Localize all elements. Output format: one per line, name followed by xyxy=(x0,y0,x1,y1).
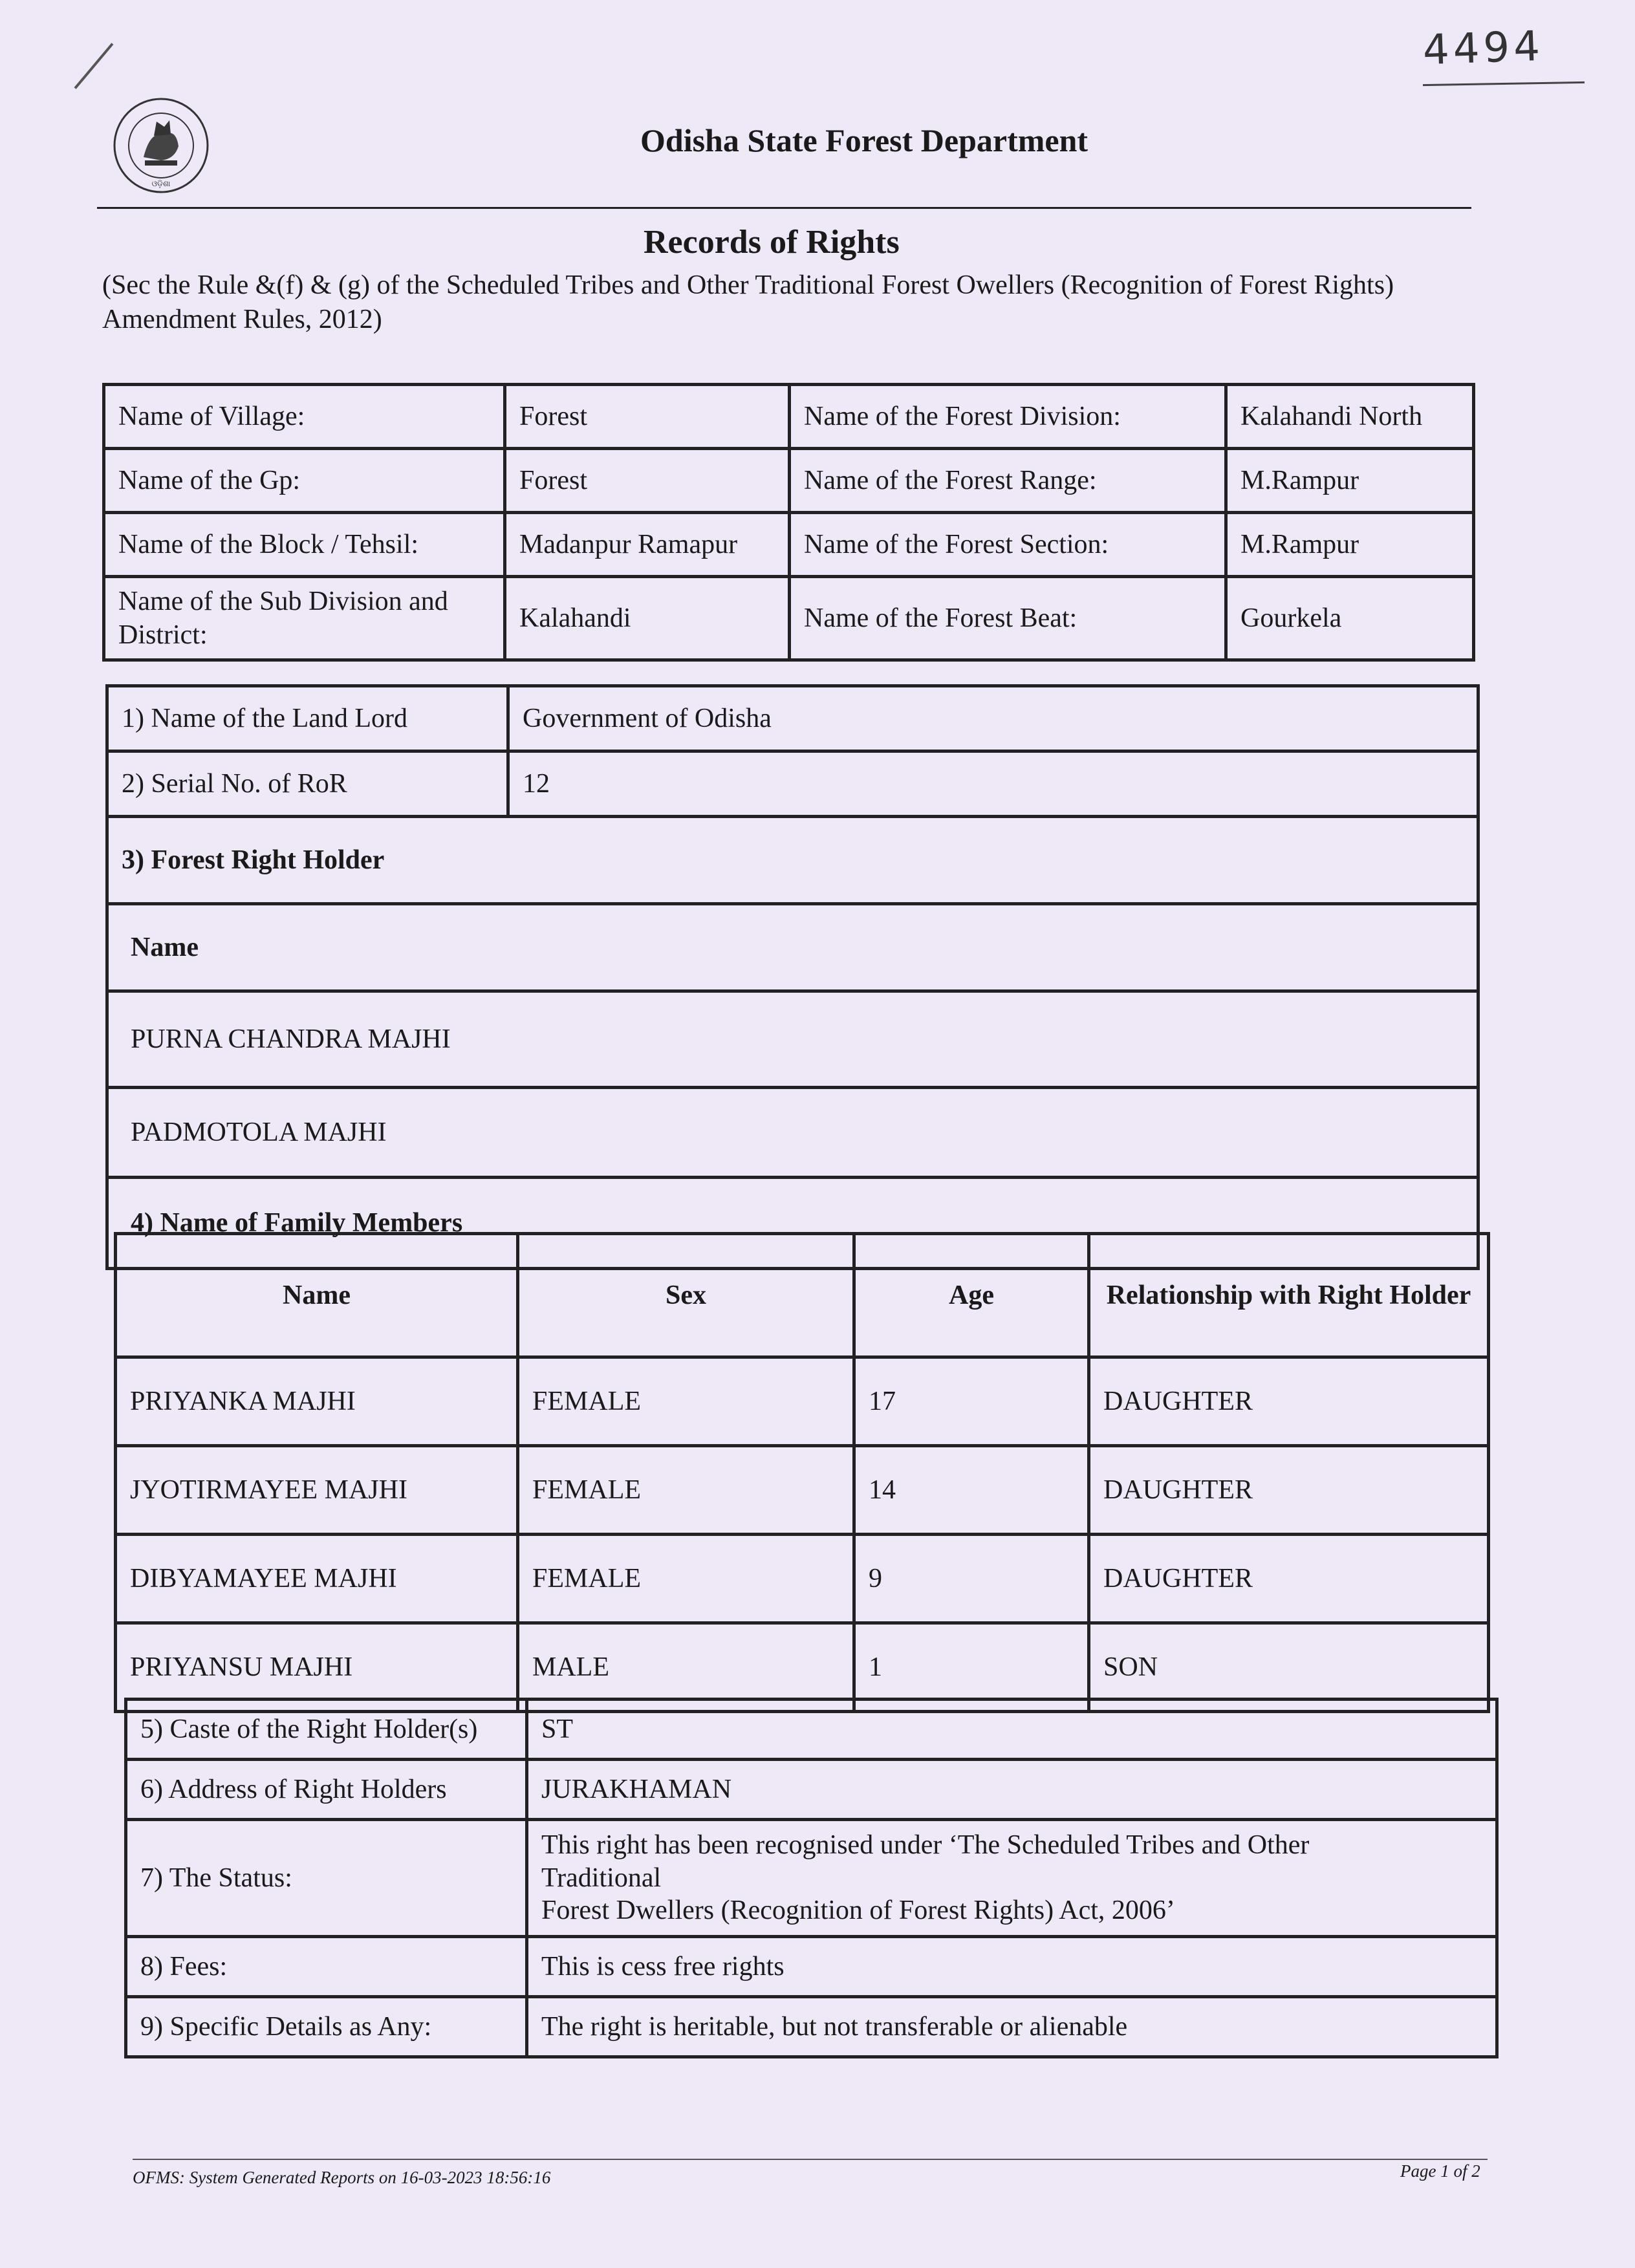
table-row xyxy=(104,513,1474,577)
details-table xyxy=(124,1698,1499,2058)
status-line: Forest Dwellers (Recognition of Forest Rights) Act, 2006’ xyxy=(541,1895,1175,1926)
member-name: DIBYAMAYEE MAJHI xyxy=(116,1535,518,1623)
member-sex: FEMALE xyxy=(518,1446,854,1535)
subdiv-value: Kalahandi xyxy=(505,577,790,660)
serial-value: 12 xyxy=(508,751,1478,817)
status-line: This right has been recognised under ‘The Scheduled Tribes and Other xyxy=(541,1830,1310,1861)
division-value: Kalahandi North xyxy=(1226,385,1474,449)
col-relation: Relationship with Right Holder xyxy=(1089,1234,1489,1357)
table-row xyxy=(104,577,1474,660)
section-label: Name of the Forest Section: xyxy=(790,513,1226,577)
status-line: Traditional xyxy=(541,1863,662,1893)
table-row xyxy=(107,1088,1478,1178)
beat-value: Gourkela xyxy=(1226,577,1474,660)
member-relation: DAUGHTER xyxy=(1089,1535,1489,1623)
fees-value: This is cess free rights xyxy=(527,1937,1497,1997)
holder-table xyxy=(105,684,1480,1270)
generated-timestamp: OFMS: System Generated Reports on 16-03-2023 18:56:16 xyxy=(133,2168,551,2187)
table-row xyxy=(107,991,1478,1088)
subdiv-label: Name of the Sub Division and District: xyxy=(104,577,505,660)
table-row xyxy=(107,686,1478,751)
table-row xyxy=(126,1700,1497,1760)
landlord-value: Government of Odisha xyxy=(508,686,1478,751)
caste-value: ST xyxy=(527,1700,1497,1760)
table-row xyxy=(107,904,1478,991)
block-value: Madanpur Ramapur xyxy=(505,513,790,577)
fees-label: 8) Fees: xyxy=(126,1937,527,1997)
holder-name: PURNA CHANDRA MAJHI xyxy=(107,991,1478,1088)
member-name: PRIYANSU MAJHI xyxy=(116,1623,518,1712)
section-value: M.Rampur xyxy=(1226,513,1474,577)
member-name: PRIYANKA MAJHI xyxy=(116,1357,518,1446)
village-label: Name of Village: xyxy=(104,385,505,449)
footer-divider xyxy=(133,2159,1488,2160)
table-row xyxy=(116,1446,1489,1535)
address-value: JURAKHAMAN xyxy=(527,1760,1497,1820)
member-sex: FEMALE xyxy=(518,1535,854,1623)
odisha-emblem-seal xyxy=(111,96,211,195)
member-sex: MALE xyxy=(518,1623,854,1712)
member-sex: FEMALE xyxy=(518,1357,854,1446)
table-row xyxy=(126,1760,1497,1820)
table-row xyxy=(104,449,1474,513)
holder-name: PADMOTOLA MAJHI xyxy=(107,1088,1478,1178)
specific-value: The right is heritable, but not transferable or alienable xyxy=(527,1997,1497,2057)
records-title: Records of Rights xyxy=(644,224,900,261)
status-label: 7) The Status: xyxy=(126,1820,527,1937)
table-row xyxy=(107,751,1478,817)
col-age: Age xyxy=(854,1234,1089,1357)
table-row xyxy=(104,385,1474,449)
member-relation: DAUGHTER xyxy=(1089,1357,1489,1446)
caste-label: 5) Caste of the Right Holder(s) xyxy=(126,1700,527,1760)
pen-mark xyxy=(74,43,114,89)
gp-value: Forest xyxy=(505,449,790,513)
table-header-row xyxy=(116,1234,1489,1357)
table-row xyxy=(116,1535,1489,1623)
table-row xyxy=(116,1357,1489,1446)
range-label: Name of the Forest Range: xyxy=(790,449,1226,513)
member-age: 1 xyxy=(854,1623,1089,1712)
holder-heading: 3) Forest Right Holder xyxy=(107,817,1478,904)
member-age: 17 xyxy=(854,1357,1089,1446)
svg-text:ଓଡ଼ିଶା: ଓଡ଼ିଶା xyxy=(151,179,171,188)
member-relation: SON xyxy=(1089,1623,1489,1712)
table-row xyxy=(107,817,1478,904)
member-relation: DAUGHTER xyxy=(1089,1446,1489,1535)
address-label: 6) Address of Right Holders xyxy=(126,1760,527,1820)
col-sex: Sex xyxy=(518,1234,854,1357)
range-value: M.Rampur xyxy=(1226,449,1474,513)
block-label: Name of the Block / Tehsil: xyxy=(104,513,505,577)
member-name: JYOTIRMAYEE MAJHI xyxy=(116,1446,518,1535)
member-age: 14 xyxy=(854,1446,1089,1535)
name-heading: Name xyxy=(107,904,1478,991)
family-heading: 4) Name of Family Members xyxy=(107,1178,1478,1269)
beat-label: Name of the Forest Beat: xyxy=(790,577,1226,660)
handwritten-number: 4494 xyxy=(1422,22,1545,75)
status-value xyxy=(527,1820,1497,1937)
table-row xyxy=(126,1820,1497,1937)
family-table xyxy=(114,1232,1490,1713)
village-value: Forest xyxy=(505,385,790,449)
table-row xyxy=(126,1997,1497,2057)
col-name: Name xyxy=(116,1234,518,1357)
specific-label: 9) Specific Details as Any: xyxy=(126,1997,527,2057)
member-age: 9 xyxy=(854,1535,1089,1623)
landlord-label: 1) Name of the Land Lord xyxy=(107,686,508,751)
serial-label: 2) Serial No. of RoR xyxy=(107,751,508,817)
location-table xyxy=(102,383,1475,662)
division-label: Name of the Forest Division: xyxy=(790,385,1226,449)
header-divider xyxy=(97,207,1471,209)
page-number: Page 1 of 2 xyxy=(1400,2161,1480,2181)
handwritten-underline xyxy=(1423,81,1585,86)
gp-label: Name of the Gp: xyxy=(104,449,505,513)
rule-reference: (Sec the Rule &(f) & (g) of the Scheduled Tribes and Other Traditional Forest Owellers (Recognition of Forest Rights) Amendment Rules, 2012) xyxy=(102,270,1394,334)
department-title: Odisha State Forest Department xyxy=(640,122,1088,158)
table-row xyxy=(126,1937,1497,1997)
